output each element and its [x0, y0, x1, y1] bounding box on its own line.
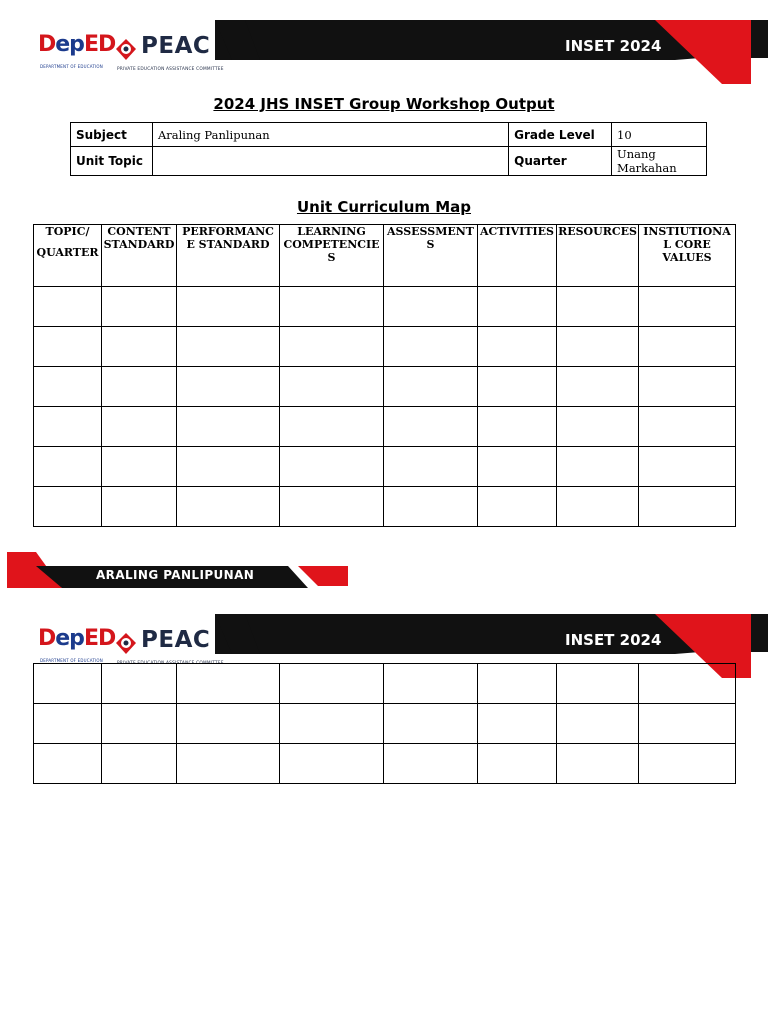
curriculum-map-cell[interactable] — [639, 704, 736, 744]
document-title: 2024 JHS INSET Group Workshop Output — [213, 95, 555, 113]
curriculum-map-cell[interactable] — [639, 447, 736, 487]
info-row-subject — [71, 123, 707, 147]
peac-shield-icon — [115, 632, 137, 656]
curriculum-map-cell[interactable] — [177, 744, 280, 784]
deped-logo-sub: DEPARTMENT OF EDUCATION — [40, 658, 103, 663]
col-header-content-standard: CONTENT STANDARD — [102, 225, 177, 287]
curriculum-map-cell[interactable] — [280, 744, 384, 784]
curriculum-map-cell[interactable] — [34, 664, 102, 704]
curriculum-map-cell[interactable] — [557, 287, 639, 327]
peac-logo: PEAC — [141, 627, 211, 653]
curriculum-map-title: Unit Curriculum Map — [296, 198, 472, 216]
curriculum-map-row — [34, 327, 736, 367]
curriculum-map-cell[interactable] — [639, 287, 736, 327]
curriculum-map-cell[interactable] — [280, 447, 384, 487]
curriculum-map-cell[interactable] — [384, 447, 478, 487]
curriculum-map-cell[interactable] — [280, 487, 384, 527]
col-header-activities: ACTIVITIES — [478, 225, 557, 287]
logos-group — [38, 28, 238, 80]
curriculum-map-cell[interactable] — [478, 407, 557, 447]
curriculum-map-cell[interactable] — [280, 407, 384, 447]
curriculum-map-cell[interactable] — [639, 664, 736, 704]
curriculum-map-row — [34, 744, 736, 784]
event-label: INSET 2024 — [565, 631, 662, 649]
header-banner — [0, 18, 768, 98]
grade-level-label: Grade Level — [509, 123, 612, 147]
curriculum-map-cell[interactable] — [34, 447, 102, 487]
curriculum-map-cell[interactable] — [557, 487, 639, 527]
curriculum-map-cell[interactable] — [34, 327, 102, 367]
curriculum-map-row — [34, 704, 736, 744]
curriculum-map-cell[interactable] — [478, 744, 557, 784]
peac-logo-sub: PRIVATE EDUCATION ASSISTANCE COMMITTEE — [117, 661, 224, 666]
subject-value[interactable]: Araling Panlipunan — [152, 123, 508, 147]
curriculum-map-cell[interactable] — [177, 447, 280, 487]
col-header-core-values: INSTIUTIONAL CORE VALUES — [639, 225, 736, 287]
curriculum-map-cell[interactable] — [177, 704, 280, 744]
curriculum-map-cell[interactable] — [384, 664, 478, 704]
event-label: INSET 2024 — [565, 37, 662, 55]
curriculum-map-cell[interactable] — [639, 487, 736, 527]
curriculum-map-cell[interactable] — [557, 407, 639, 447]
curriculum-map-cell[interactable] — [102, 664, 177, 704]
curriculum-map-cell[interactable] — [34, 744, 102, 784]
curriculum-map-cell[interactable] — [384, 367, 478, 407]
col-header-learning-competencies: LEARNING COMPETENCIES — [280, 225, 384, 287]
deped-logo: DepED — [38, 626, 116, 651]
curriculum-map-cell[interactable] — [384, 704, 478, 744]
subject-ribbon-label: ARALING PANLIPUNAN — [96, 568, 255, 582]
curriculum-map-cell[interactable] — [384, 744, 478, 784]
unit-topic-label: Unit Topic — [71, 147, 153, 176]
curriculum-map-row — [34, 487, 736, 527]
curriculum-map-cell[interactable] — [102, 744, 177, 784]
curriculum-map-cell[interactable] — [639, 327, 736, 367]
deped-logo: DepED — [38, 32, 116, 57]
curriculum-map-cell[interactable] — [102, 487, 177, 527]
curriculum-map-cell[interactable] — [177, 407, 280, 447]
curriculum-map-cell[interactable] — [557, 447, 639, 487]
curriculum-map-cell[interactable] — [34, 407, 102, 447]
curriculum-map-cell[interactable] — [478, 367, 557, 407]
curriculum-map-cell[interactable] — [280, 704, 384, 744]
info-table — [70, 122, 707, 176]
curriculum-map-cell[interactable] — [478, 287, 557, 327]
curriculum-map-cell[interactable] — [478, 487, 557, 527]
curriculum-map-cell[interactable] — [177, 287, 280, 327]
curriculum-map-cell[interactable] — [384, 487, 478, 527]
subject-label: Subject — [71, 123, 153, 147]
curriculum-map-cell[interactable] — [639, 744, 736, 784]
peac-shield-icon — [115, 38, 137, 62]
curriculum-map-cell[interactable] — [557, 704, 639, 744]
curriculum-map-cell[interactable] — [478, 664, 557, 704]
peac-logo-sub: PRIVATE EDUCATION ASSISTANCE COMMITTEE — [117, 67, 224, 72]
curriculum-map-cell[interactable] — [478, 447, 557, 487]
curriculum-map-cell[interactable] — [177, 487, 280, 527]
curriculum-map-cell[interactable] — [280, 664, 384, 704]
curriculum-map-cell[interactable] — [102, 407, 177, 447]
curriculum-map-cell[interactable] — [384, 407, 478, 447]
curriculum-map-cell[interactable] — [34, 367, 102, 407]
curriculum-map-cell[interactable] — [639, 367, 736, 407]
col-header-assessments: ASSESSMENT S — [384, 225, 478, 287]
curriculum-map-cell[interactable] — [557, 327, 639, 367]
curriculum-map-row — [34, 287, 736, 327]
curriculum-map-cell[interactable] — [639, 407, 736, 447]
curriculum-map-cell[interactable] — [478, 327, 557, 367]
curriculum-map-row — [34, 447, 736, 487]
col-header-resources: RESOURCES — [557, 225, 639, 287]
curriculum-map-cell[interactable] — [280, 327, 384, 367]
quarter-label: Quarter — [509, 147, 612, 176]
curriculum-map-cell[interactable] — [34, 287, 102, 327]
curriculum-map-cell[interactable] — [280, 367, 384, 407]
grade-level-value[interactable]: 10 — [612, 123, 707, 147]
curriculum-map-cell[interactable] — [557, 664, 639, 704]
quarter-value[interactable]: Unang Markahan — [612, 147, 707, 176]
curriculum-map-table — [33, 224, 736, 527]
curriculum-map-cell[interactable] — [177, 664, 280, 704]
curriculum-map-cell[interactable] — [102, 447, 177, 487]
info-row-unit — [71, 147, 707, 176]
curriculum-map-cell[interactable] — [384, 327, 478, 367]
curriculum-map-cell[interactable] — [102, 367, 177, 407]
peac-logo: PEAC — [141, 33, 211, 59]
curriculum-map-cell[interactable] — [177, 327, 280, 367]
curriculum-map-row — [34, 407, 736, 447]
curriculum-map-table-continued — [33, 663, 736, 784]
col-header-topic-quarter: TOPIC/ QUARTER — [34, 225, 102, 287]
curriculum-map-cell[interactable] — [102, 287, 177, 327]
deped-logo-sub: DEPARTMENT OF EDUCATION — [40, 64, 103, 69]
curriculum-map-cell[interactable] — [478, 704, 557, 744]
curriculum-map-header-row — [34, 225, 736, 287]
curriculum-map-cell[interactable] — [102, 704, 177, 744]
unit-topic-value[interactable] — [152, 147, 508, 176]
col-header-performance-standard: PERFORMANCE STANDARD — [177, 225, 280, 287]
curriculum-map-cell[interactable] — [102, 327, 177, 367]
curriculum-map-cell[interactable] — [557, 744, 639, 784]
curriculum-map-row — [34, 367, 736, 407]
curriculum-map-cell[interactable] — [557, 367, 639, 407]
curriculum-map-cell[interactable] — [34, 487, 102, 527]
curriculum-map-cell[interactable] — [34, 704, 102, 744]
curriculum-map-cell[interactable] — [280, 287, 384, 327]
curriculum-map-cell[interactable] — [384, 287, 478, 327]
curriculum-map-row — [34, 664, 736, 704]
curriculum-map-cell[interactable] — [177, 367, 280, 407]
